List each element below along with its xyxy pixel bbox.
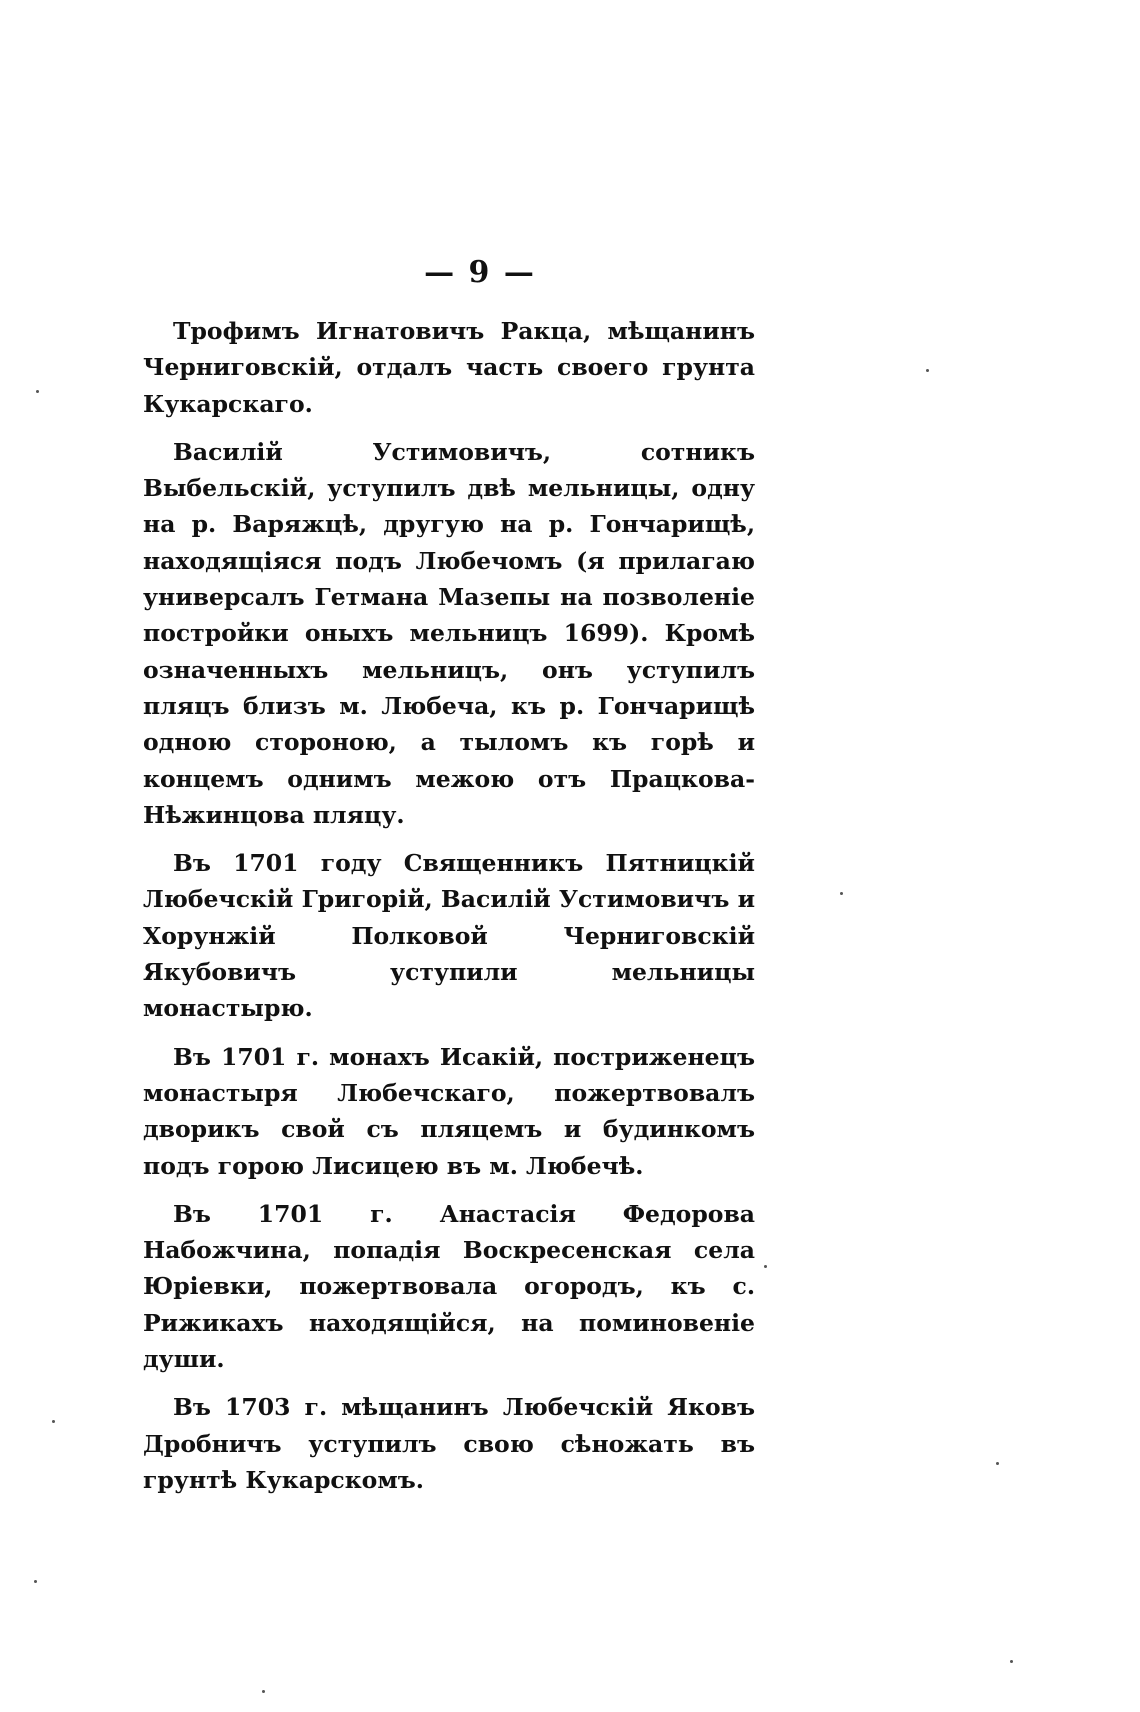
scan-speck	[34, 1580, 37, 1583]
paragraph: Въ 1701 году Священникъ Пятницкій Любечскій Григорій, Василій Устимовичъ и Хорунжій Полковой Черниговскій Якубовичъ уступили мельницы монастырю.	[143, 849, 755, 1023]
scan-speck	[840, 892, 843, 895]
scan-speck	[1010, 1660, 1013, 1663]
scan-speck	[996, 1462, 999, 1465]
paragraph: Въ 1701 г. Анастасія Федорова Набожчина, попадія Воскресенская села Юріевки, пожертвовала огородъ, къ с. Рижикахъ находящійся, на поминовеніе души.	[143, 1199, 755, 1374]
paragraph: Въ 1701 г. монахъ Исакій, постриженецъ монастыря Любечскаго, пожертвовалъ дворикъ свой съ пляцемъ и будинкомъ подъ горою Лисицею въ м. Любечѣ.	[143, 1042, 755, 1180]
paragraph: Трофимъ Игнатовичъ Ракца, мѣщанинъ Черниговскій, отдалъ часть своего грунта Кукарскаго.	[143, 317, 755, 418]
paragraph: Василій Устимовичъ, сотникъ Выбельскій, уступилъ двѣ мельницы, одну на р. Варяжцѣ, другую на р. Гончарищѣ, находящіяся подъ Любечомъ (я прилагаю универсалъ Гетмана Мазепы на позволеніе постройки оныхъ мельницъ 1699). Кромѣ означенныхъ мельницъ, онъ уступилъ пляцъ близъ м. Любеча, къ р. Гончарищѣ одною стороною, а тыломъ къ горѣ и концемъ однимъ межою отъ Працкова-Нѣжинцова пляцу.	[143, 437, 755, 829]
scan-speck	[926, 369, 929, 372]
scan-speck	[36, 390, 39, 393]
page-number: — 9 —	[424, 255, 536, 290]
paragraph: Въ 1703 г. мѣщанинъ Любечскій Яковъ Дробничъ уступилъ свою сѣножать въ грунтѣ Кукарскомъ.	[143, 1393, 755, 1494]
scan-speck	[262, 1690, 265, 1693]
body-text	[143, 313, 755, 1510]
scan-speck	[52, 1420, 55, 1423]
scan-speck	[764, 1265, 767, 1268]
